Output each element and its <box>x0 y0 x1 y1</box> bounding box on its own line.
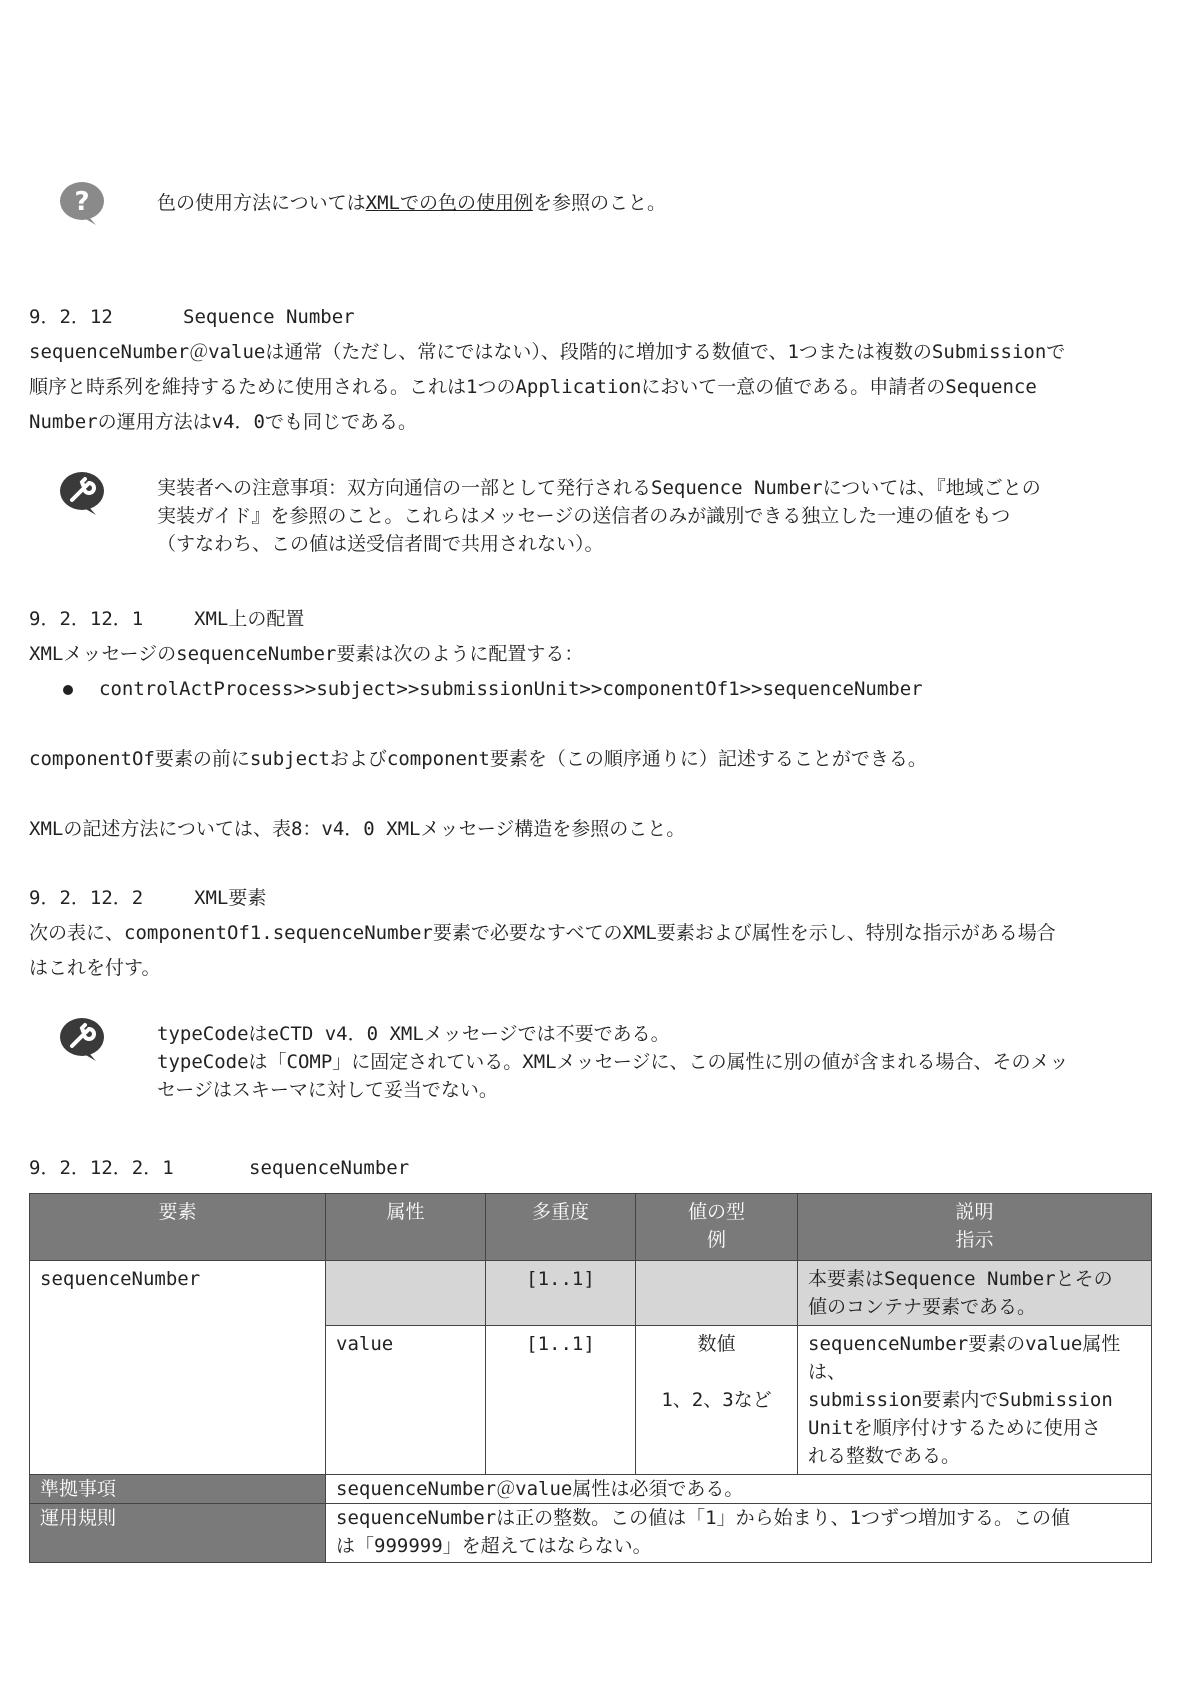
sub2-body <box>29 916 1056 986</box>
row1-element: sequenceNumber <box>30 1261 326 1326</box>
sub2-title: XML要素 <box>194 887 267 909</box>
placement-bullet <box>63 672 923 707</box>
row1-desc-line: 本要素はSequence Numberとその <box>808 1268 1113 1290</box>
section-title: Sequence Number <box>183 306 355 328</box>
sub3-number: 9．2．12．2．1 <box>29 1157 174 1179</box>
conformance-label: 準拠事項 <box>30 1475 326 1504</box>
table-row <box>30 1261 1152 1326</box>
bullet-icon <box>63 685 73 695</box>
sub3-heading <box>29 1151 409 1186</box>
sub2-number: 9．2．12．2 <box>29 887 144 909</box>
row1-desc-line: 値のコンテナ要素である。 <box>808 1296 1037 1318</box>
header-value-type-label: 値の型 <box>687 1201 745 1223</box>
section-body-line: Numberの運用方法はv4．0でも同じである。 <box>29 411 417 433</box>
rules-text <box>326 1504 1152 1563</box>
header-value-type <box>636 1194 798 1261</box>
row1-attribute <box>326 1261 486 1326</box>
header-description-label: 説明 <box>955 1201 994 1223</box>
implementer-note-line: 実装者への注意事項：双方向通信の一部として発行されるSequence Numberについては、『地域ごとの <box>157 477 1041 499</box>
row2-desc-line: れる整数である。 <box>808 1445 961 1467</box>
typecode-note-line: typeCodeは「COMP」に固定されている。XMLメッセージに、この属性に別の値が含まれる場合、そのメッ <box>157 1051 1069 1073</box>
question-icon <box>58 180 106 226</box>
wrench-icon <box>58 1016 106 1062</box>
table-header-row <box>30 1194 1152 1261</box>
implementer-note-line: 実装ガイド』を参照のこと。これらはメッセージの送信者のみが識別できる独立した一連の値をもつ <box>157 505 1011 527</box>
typecode-note <box>157 1020 1068 1104</box>
row2-attribute: value <box>326 1326 486 1475</box>
row2-type: 数値 <box>697 1333 736 1355</box>
conformance-text: sequenceNumber＠value属性は必須である。 <box>326 1475 1152 1504</box>
row2-desc-line: Unitを順序付けするために使用さ <box>808 1417 1101 1439</box>
section-body <box>29 335 1065 440</box>
sub2-heading <box>29 881 266 916</box>
sub1-para1: componentOf要素の前にsubjectおよびcomponent要素を（この順序通りに）記述することができる。 <box>29 748 927 770</box>
table-row <box>30 1326 1152 1475</box>
row2-desc-line: submission要素内でSubmission <box>808 1389 1113 1411</box>
implementer-note-line: （すなわち、この値は送受信者間で共用されない）。 <box>157 533 604 555</box>
row2-value-type <box>636 1326 798 1475</box>
row1-cardinality: [1..1] <box>486 1261 636 1326</box>
typecode-note-line: セージはスキーマに対して妥当でない。 <box>157 1079 498 1101</box>
row2-cardinality: [1..1] <box>486 1326 636 1475</box>
implementer-note <box>157 474 1041 558</box>
rules-line: は「999999」を超えてはならない。 <box>336 1535 652 1557</box>
header-cardinality: 多重度 <box>486 1194 636 1261</box>
header-instruction-label: 指示 <box>955 1229 994 1251</box>
sub3-title: sequenceNumber <box>249 1157 410 1179</box>
header-example-label: 例 <box>706 1229 726 1251</box>
note-color-text <box>157 186 666 221</box>
sub1-number: 9．2．12．1 <box>29 608 144 630</box>
note-color-before: 色の使用方法については <box>157 192 366 214</box>
section-body-line: 順序と時系列を維持するために使用される。これは1つのApplicationにおいて一意の値である。申請者のSequence <box>29 376 1037 398</box>
section-body-line: sequenceNumber＠valueは通常（ただし、常にではない）、段階的に増加する数値で、1つまたは複数のSubmissionで <box>29 341 1066 363</box>
rules-line: sequenceNumberは正の整数。この値は「1」から始まり、1つずつ増加する。この値 <box>336 1507 1071 1529</box>
note-color-after: を参照のこと。 <box>532 192 666 214</box>
sub1-heading <box>29 602 304 637</box>
row2-description <box>798 1326 1152 1475</box>
row1-description <box>798 1261 1152 1326</box>
sub1-intro: XMLメッセージのsequenceNumber要素は次のように配置する： <box>29 643 584 665</box>
row2-desc-line: sequenceNumber要素のvalue属性は、 <box>808 1333 1121 1383</box>
xml-color-usage-link[interactable]: XMLでの色の使用例 <box>365 192 533 214</box>
sub1-title: XML上の配置 <box>194 608 305 630</box>
svg-text:?: ? <box>74 187 90 217</box>
wrench-icon <box>58 470 106 516</box>
sub2-body-line: はこれを付す。 <box>29 957 161 979</box>
row1-value-type <box>636 1261 798 1326</box>
rules-row <box>30 1504 1152 1563</box>
sub2-body-line: 次の表に、componentOf1.sequenceNumber要素で必要なすべてのXML要素および属性を示し、特別な指示がある場合 <box>29 922 1056 944</box>
typecode-note-line: typeCodeはeCTD v4．0 XMLメッセージでは不要である。 <box>157 1023 670 1045</box>
header-attribute: 属性 <box>326 1194 486 1261</box>
header-description <box>798 1194 1152 1261</box>
section-number: 9．2．12 <box>29 306 113 328</box>
row2-element <box>30 1326 326 1475</box>
sequence-number-table <box>29 1193 1152 1563</box>
conformance-row <box>30 1475 1152 1504</box>
placement-path: controlActProcess>>subject>>submissionUnit>>componentOf1>>sequenceNumber <box>99 678 923 700</box>
rules-label: 運用規則 <box>30 1504 326 1563</box>
header-element: 要素 <box>30 1194 326 1261</box>
section-heading <box>29 300 355 335</box>
sub1-para2: XMLの記述方法については、表8：v4．0 XMLメッセージ構造を参照のこと。 <box>29 818 686 840</box>
row2-example: 1、2、3など <box>661 1389 772 1411</box>
